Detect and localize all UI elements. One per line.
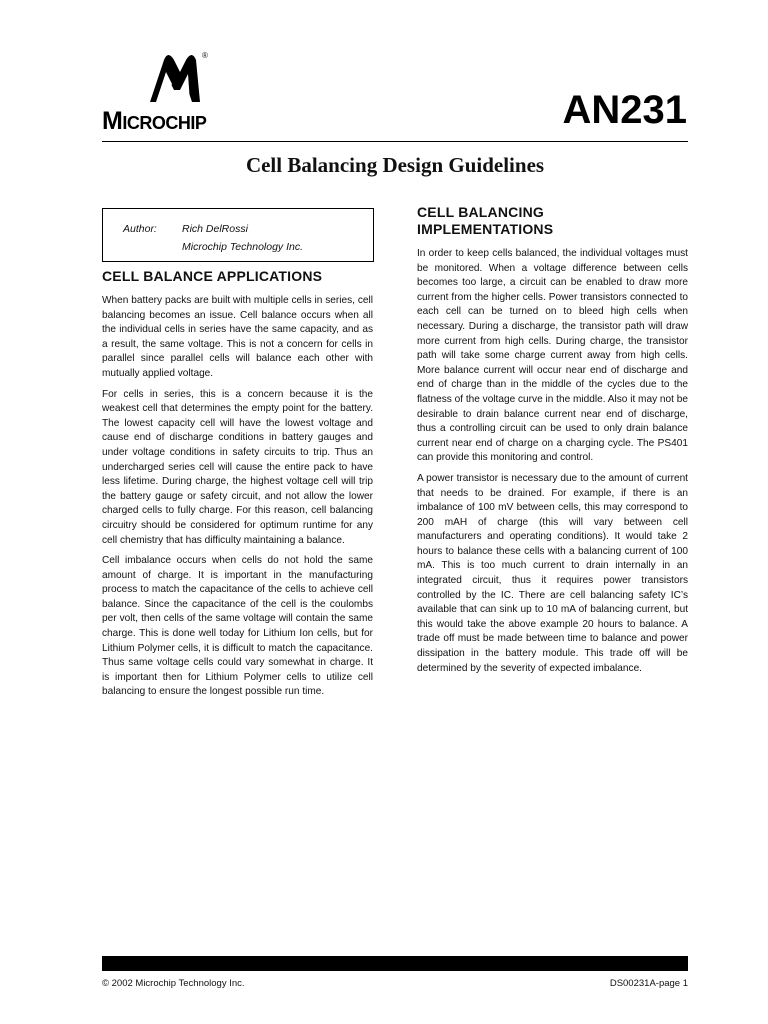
author-name: Rich DelRossi (182, 223, 248, 235)
paragraph: For cells in series, this is a concern because it is the weakest cell that determines the empty point for the battery. The lowest capacity cell will have the lowest voltage and cause end of discharge conditions in battery gauges and under voltage conditions in safety circuits to trip. Thus an undercharged series cell will cause the entire pack to have less lifetime. During charge, the highest voltage cell will trip the battery gauge or safety circuit, and not allow the lower charged cells to fully charge. For this reason, cell balancing circuitry should be considered for optimum runtime for any cell chemistry that has difficulty maintaining a balance. (102, 388, 373, 546)
left-column (102, 268, 373, 706)
microchip-logo-icon (146, 50, 202, 104)
header-rule (102, 141, 688, 142)
footer-bar (102, 956, 688, 971)
section-heading (417, 204, 688, 238)
section-heading: CELL BALANCE APPLICATIONS (102, 268, 323, 284)
paragraph: Cell imbalance occurs when cells do not hold the same amount of charge. It is important in the manufacturing process to match the capacitance of the cells to achieve cell balance. Since the capacitance of the cell is the coulombs per volt, then cells of the same voltage will contain the same charge. This is done well today for Lithium Ion cells, but for Lithium Polymer cells, it is difficult to match the capacitance. Thus same voltage cells could vary somewhat in charge. It is important then for Lithium Polymer cells to utilize cell balancing to ensure the longest possible run time. (102, 555, 373, 698)
author-label: Author: (123, 223, 157, 235)
document-title: Cell Balancing Design Guidelines (245, 153, 545, 177)
author-organization: Microchip Technology Inc. (182, 241, 304, 253)
paragraph: When battery packs are built with multiple cells in series, cell balancing becomes an issue. Cell balance occurs when all the individual cells in series have the same capacity, and as a result, the same voltage. This is not a concern for cells in parallel since parallel cells will balance each other with mutually applied voltage. (102, 295, 373, 379)
paragraph: A power transistor is necessary due to the amount of current that needs to be drained. For example, if there is an imbalance of 100 mV between cells, this may correspond to 200 mAH of charge (this will vary between cell manufacturers and operating conditions). It would take 2 hours to balance these cells with a balancing current of 100 mA. This is too much current to drain internally in an integrated circuit, thus it requires power transistors controlled by the IC. There are cell balancing safety IC’s available that can sink up to 10 mA of balancing current, but this would take the above example 20 hours to balance. A trade off must be made between time to balance and power dissipation in the battery module. This trade off will be determined by the severity of expected imbalance. (417, 472, 688, 674)
microchip-logo (102, 50, 262, 135)
paragraph: In order to keep cells balanced, the individual voltages must be monitored. When a voltage difference between cells becomes too large, a circuit can be enabled to draw more current from the higher cells. Power transistors connected to each cell can be turned on to bleed high cells when necessary. During a discharge, the transistor path will draw more current from high cells. During charge, the transistor path will take some charge current away from high cells. More balance current will occur near end of discharge and end of charge than in the middle of the cycles due to the flatness of the voltage curve in the middle. Also it may not be desirable to drain balance current near end of discharge, thus a controlling circuit can be used to only drain balance current near end of charge on a charging cycle. The PS401 can provide this monitoring and control. (417, 248, 688, 464)
author-box (102, 208, 374, 262)
footer-copyright: © 2002 Microchip Technology Inc. (102, 978, 245, 989)
app-note-number: AN231 (562, 88, 687, 132)
heading-line: IMPLEMENTATIONS (417, 221, 554, 237)
footer-page-number: DS00231A-page 1 (609, 978, 688, 989)
heading-line: CELL BALANCING (417, 204, 544, 220)
right-column (417, 204, 688, 682)
logo-wordmark: Microchip (102, 107, 207, 135)
registered-mark: ® (202, 51, 208, 60)
